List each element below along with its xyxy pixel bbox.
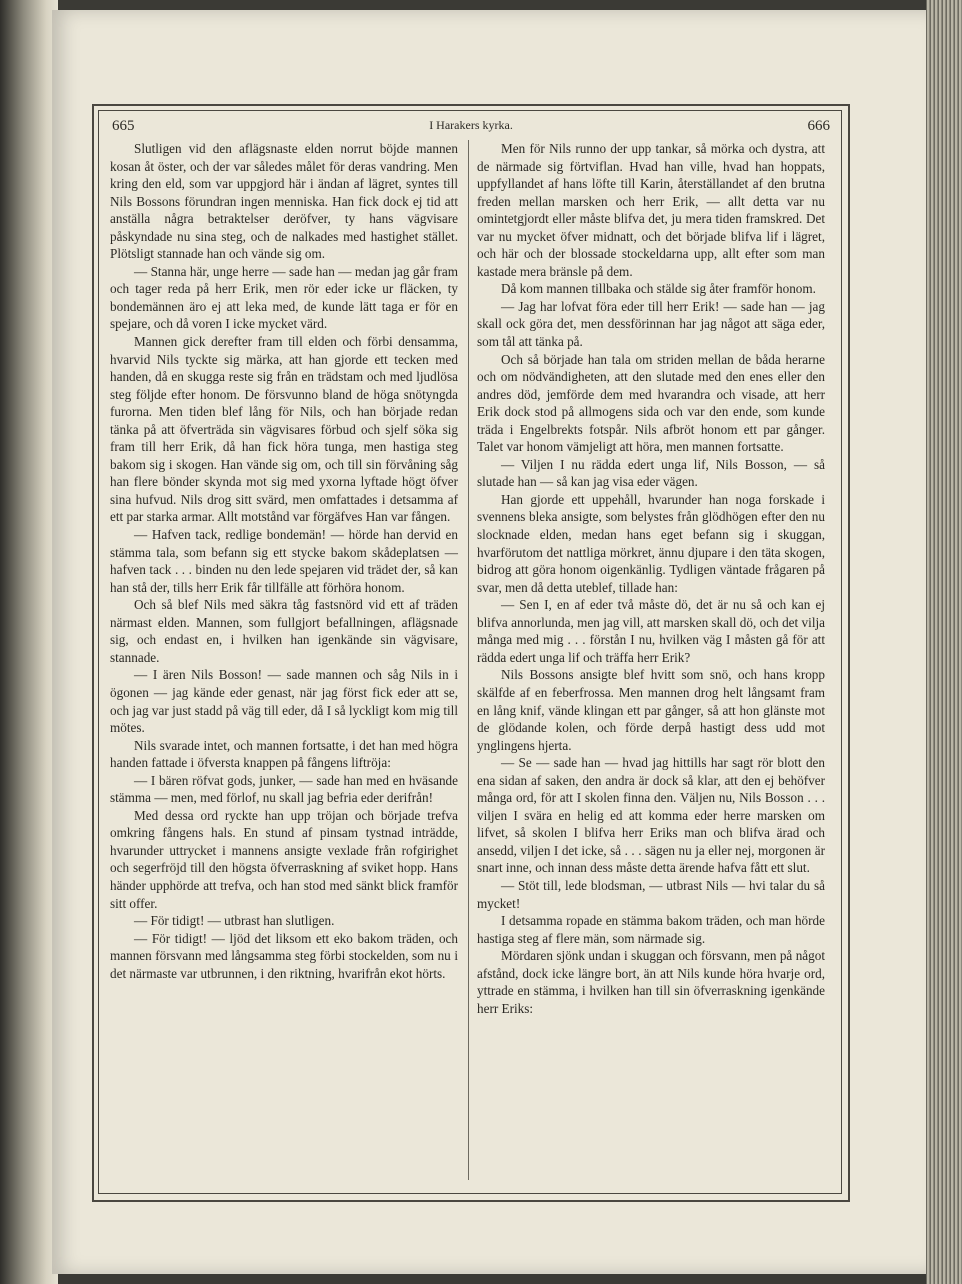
- page-header: [112, 118, 830, 138]
- paragraph: Mördaren sjönk undan i skuggan och försvann, men på något afstånd, dock icke längre bort, än att Nils kunde höra hvarje ord, yttrade en stämma, i hvilken han till sin öfverraskning igenkände herr Eriks:: [477, 948, 825, 1016]
- left-page-number: 665: [112, 118, 135, 134]
- paragraph: — Stanna här, unge herre — sade han — medan jag går fram och tager reda på herr Erik, men rör eder icke ur fläcken, ty bondemännen äro ej att leka med, de kunde lätt taga er för en spejare, och då voren I icke mycket värd.: [110, 263, 458, 332]
- paragraph: Och så blef Nils med säkra tåg fastsnörd vid ett af träden närmast elden. Mannen, som fullgjort befallningen, aflägsnade sig, och endast en, i hvilken han igenkände sin vägvisare, stannade.: [110, 597, 458, 665]
- paragraph: Han gjorde ett uppehåll, hvarunder han noga forskade i svennens bleka ansigte, som belystes från glödhögen efter den nu slocknade elden, medan hans eget befann sig i skuggan, hvarförutom det nattliga mörkret, ännu djupare i den täta skogen, bidrog att göra honom oigenkänlig. Tydligen väntade frågaren på svar, men då detta uteblef, tillade han:: [477, 491, 825, 595]
- paragraph: Då kom mannen tillbaka och stälde sig åter framför honom.: [501, 281, 816, 297]
- paragraph: Nils svarade intet, och mannen fortsatte, i det han med högra handen fattade i öfversta knappen på fångens liftröja:: [110, 737, 458, 771]
- paragraph: Nils Bossons ansigte blef hvitt som snö, och hans kropp skälfde af en feberfrossa. Men mannen drog helt långsamt fram en lång knif, vände klingan ett par gånger, så att hon glänste mot de glödande kolen, och förde derpå hastigt dess udd mot ynglingens hjerta.: [477, 667, 825, 753]
- paragraph: — I ären Nils Bosson! — sade mannen och såg Nils in i ögonen — jag kände eder genast, när jag först fick eder att se, och jag var just stadd på väg till eder, då I så lyckligt kom mig till mötes.: [110, 667, 458, 736]
- right-column: [477, 140, 825, 1017]
- running-title: I Harakers kyrka.: [429, 118, 513, 132]
- paragraph: — Stöt till, lede blodsman, — utbrast Nils — hvi talar du så mycket!: [477, 877, 825, 911]
- paragraph: — Hafven tack, redlige bondemän! — hörde han dervid en stämma tala, som befann sig ett stycke bakom skådeplatsen — hafven tack . . . binden nu den lede spejaren vid trädet der, så kan han stå der, tills herr Erik får tillfälle att förhöra honom.: [110, 527, 458, 595]
- paragraph: Men för Nils runno der upp tankar, så mörka och dystra, att de närmade sig förtviflan. Hvad han ville, hvad han hoppats, uppfyllandet af hans löfte till Karin, återställandet af den brutna freden mellan marsken och herr Erik, — allt detta var nu omintetgjordt eller måste blifva det, ju mera tiden framskred. Det var nu mycket öfver midnatt, och det började blifva lif i lägret, och här och der blossade stockeldarna upp, allt efter som man kastade mera bränsle på dem.: [477, 141, 825, 279]
- paragraph: — Jag har lofvat föra eder till herr Erik! — sade han — jag skall ock göra det, men dessförinnan har jag något att säga eder, som tål att tänka på.: [477, 298, 825, 350]
- paragraph: Och så började han tala om striden mellan de båda herarne och om nödvändigheten, att den slutade med den enes eller den andres död, jemförde dem med hvarandra och visade, att herr Erik dock stod på allmogens sida och var den ende, som kunde träda i Engelbrekts fotspår. Nils afbröt honom ett par gånger. Talet var honom vämjeligt att höra, men mannen fortsatte.: [477, 351, 825, 455]
- left-column: [110, 140, 458, 982]
- paragraph: — Viljen I nu rädda edert unga lif, Nils Bosson, — så slutade han — så kan jag visa eder vägen.: [477, 456, 825, 490]
- paragraph: — För tidigt! — utbrast han slutligen.: [134, 913, 335, 929]
- paragraph: I detsamma ropade en stämma bakom träden, och man hörde hastiga steg af flere män, som närmade sig.: [477, 913, 825, 946]
- book-gutter-shadow: [0, 0, 58, 1284]
- right-page-number: 666: [807, 118, 830, 134]
- paragraph: — I bären röfvat gods, junker, — sade han med en hväsande stämma — men, med förlof, nu skall jag befria eder derifrån!: [110, 772, 458, 806]
- paragraph: Med dessa ord ryckte han upp tröjan och började trefva omkring fångens hals. En stund af pinsam tystnad inträdde, hvarunder uttrycket i mannens ansigte vexlade från rofgirighet och segerfröjd till den högsta öfverraskning af sviket hopp. Hans händer upphörde att trefva, och han stod med sänkt blick framför sitt offer.: [110, 807, 458, 911]
- paragraph: Slutligen vid den aflägsnaste elden norrut böjde mannen kosan åt öster, och der var således målet för deras vandring. Men kring den eld, som var uppgjord här i ändan af lägret, syntes till Nils Bossons förundran ingen menniska. Han fick dock ej tid att anställa några betraktelser deröfver, ty hans vägvisare påskyndade nu sina steg, och de nalkades med hastighet stället. Plötsligt stannade han och vände sig om.: [110, 141, 458, 262]
- paragraph: — Sen I, en af eder två måste dö, det är nu så och kan ej blifva annorlunda, men jag vill, att marsken skall dö, och det vilja många med mig . . . förstån I nu, hvilken väg I måsten gå för att rädda edert unga lif och träffa herr Erik?: [477, 597, 825, 665]
- paragraph: — Se — sade han — hvad jag hittills har sagt rör blott den ena sidan af saken, den andra är dock så klar, att den ej behöfver många ord, för att I skolen finna den. Väljen nu, Nils Bosson . . . viljen I svära en helig ed att komma eder herre marsken om lifvet, så skolen I blifva herr Eriks man och blifva ärad och ansedd, viljen I det icke, så . . . sägen nu ja eller nej, morgonen är snart inne, och innan dess måste detta ärende hafva fått ett slut.: [477, 755, 825, 876]
- column-divider: [468, 140, 469, 1180]
- paragraph: — För tidigt! — ljöd det liksom ett eko bakom träden, och mannen försvann med långsamma steg förbi stockelden, som nu i det närmaste var utbrunnen, i den riktning, hvarifrån ekot hörts.: [110, 930, 458, 981]
- page-edges: [926, 0, 962, 1284]
- paragraph: Mannen gick derefter fram till elden och förbi densamma, hvarvid Nils tyckte sig märka, att han gjorde ett tecken med handen, då en skugga reste sig från en trädstam och med ljudlösa steg följde efter honom. De försvunno bland de höga snötyngda furorna. Men tiden blef lång för Nils, och han började redan tänka på att öfverträda sin vägvisares förbud och sjelf söka sig fram till herr Erik, då han fick höra tunga, men hastiga steg bakom sig i skogen. Han vände sig om, och till sin förvåning såg han flere bönder skynda mot sig med yxorna lyftade högt öfver sina hufvud. Nils drog sitt svärd, men omfattades i detsamma af ett par starka armar. Allt motstånd var förgäfves Han var fången.: [110, 334, 458, 525]
